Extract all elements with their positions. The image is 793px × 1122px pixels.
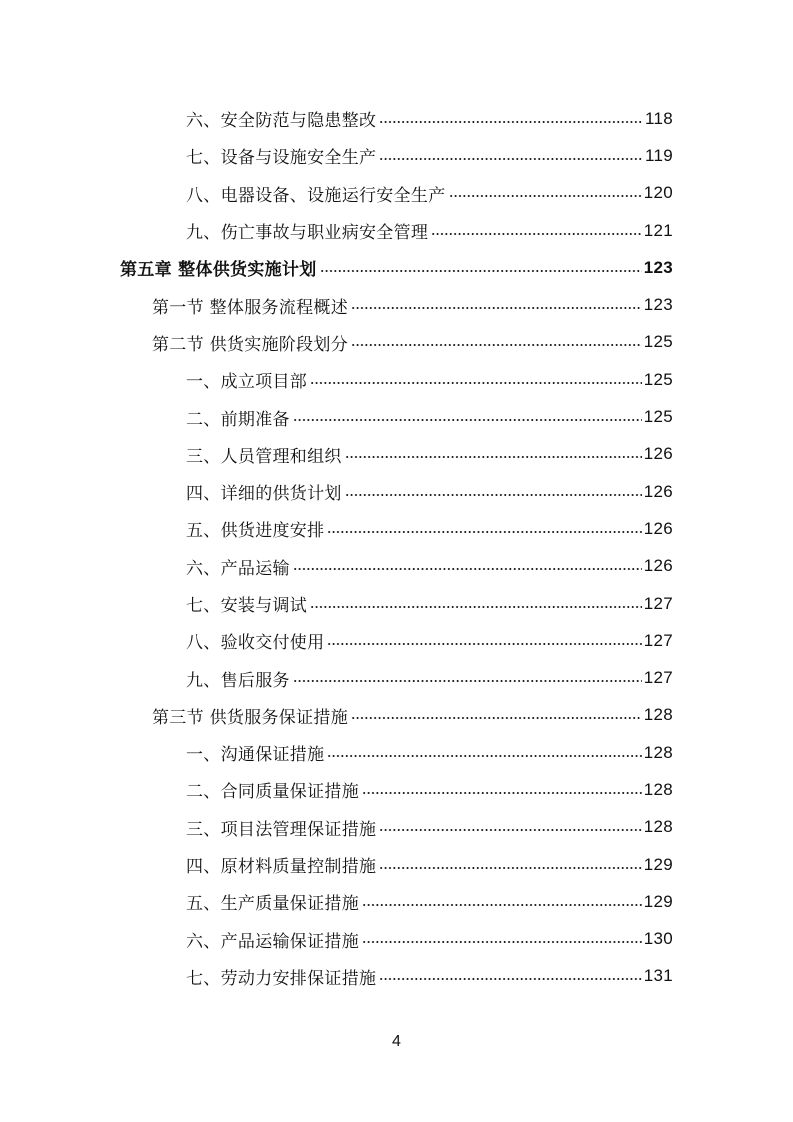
toc-leader-dots — [379, 860, 641, 876]
toc-entry-page: 129 — [643, 854, 673, 874]
toc-entry[interactable] — [0, 473, 673, 510]
toc-entry[interactable] — [0, 883, 673, 920]
toc-entry-label: 一、成立项目部 — [186, 372, 308, 393]
toc-leader-dots — [362, 897, 642, 913]
toc-entry-label: 七、安装与调试 — [186, 596, 308, 616]
toc-entry-page: 127 — [643, 630, 673, 650]
toc-entry-page: 120 — [643, 183, 673, 203]
table-of-contents — [0, 100, 793, 995]
toc-section-page: 125 — [643, 332, 673, 352]
toc-entry-label: 五、生产质量保证措施 — [186, 894, 359, 915]
toc-entry-page: 126 — [643, 556, 673, 576]
toc-entry-page: 129 — [643, 891, 673, 911]
toc-entry-label: 五、供货进度安排 — [186, 521, 325, 542]
toc-entry[interactable] — [0, 175, 673, 212]
toc-leader-dots — [345, 487, 642, 503]
toc-entry-label: 八、电器设备、设施运行安全生产 — [186, 185, 446, 206]
toc-entry-page: 131 — [643, 966, 673, 986]
toc-entry[interactable] — [0, 622, 673, 659]
toc-section-label: 第三节 供货服务保证措施 — [152, 707, 349, 728]
toc-entry-label: 九、售后服务 — [186, 670, 290, 691]
toc-entry[interactable] — [0, 510, 673, 547]
toc-entry[interactable] — [0, 137, 673, 174]
toc-entry-page: 130 — [643, 929, 673, 949]
toc-entry-page: 119 — [644, 145, 673, 165]
toc-entry[interactable] — [0, 846, 673, 883]
toc-entry-page: 128 — [643, 817, 673, 837]
toc-leader-dots — [431, 226, 642, 242]
toc-entry-label: 七、设备与设施安全生产 — [186, 148, 377, 169]
toc-entry-label: 二、合同质量保证措施 — [186, 782, 359, 803]
toc-entry-page: 126 — [643, 481, 673, 501]
toc-leader-dots — [379, 151, 643, 167]
toc-entry[interactable] — [0, 659, 673, 696]
toc-section-page: 128 — [643, 705, 673, 725]
toc-entry-label: 八、验收交付使用 — [186, 633, 325, 654]
toc-entry[interactable] — [0, 548, 673, 585]
toc-leader-dots — [351, 710, 642, 726]
toc-entry[interactable] — [0, 958, 673, 995]
toc-entry[interactable] — [0, 361, 673, 398]
toc-leader-dots — [327, 524, 641, 540]
toc-leader-dots — [449, 188, 642, 204]
toc-entry-page: 121 — [643, 220, 673, 240]
toc-section-page: 123 — [643, 295, 673, 315]
toc-leader-dots — [379, 822, 641, 838]
toc-entry-page: 125 — [643, 369, 673, 389]
toc-leader-dots — [362, 785, 642, 801]
toc-entry[interactable] — [0, 734, 673, 771]
toc-chapter-page: 123 — [643, 257, 673, 277]
toc-entry-label: 六、产品运输 — [186, 558, 290, 579]
toc-entry-page: 127 — [643, 668, 673, 688]
toc-leader-dots — [293, 673, 642, 689]
toc-leader-dots — [351, 337, 642, 353]
page-number: 4 — [392, 1033, 401, 1050]
toc-leader-dots — [362, 934, 642, 950]
toc-entry-page: 128 — [643, 779, 673, 799]
toc-leader-dots — [379, 971, 641, 987]
toc-entry-page: 126 — [643, 518, 673, 538]
toc-entry-page: 125 — [643, 407, 673, 427]
toc-leader-dots — [320, 263, 642, 279]
toc-entry-page: 127 — [643, 593, 673, 613]
toc-entry[interactable] — [0, 100, 673, 137]
toc-entry-label: 七、劳动力安排保证措施 — [186, 968, 377, 989]
toc-section-entry[interactable] — [0, 697, 673, 734]
toc-entry[interactable] — [0, 398, 673, 435]
toc-leader-dots — [327, 748, 641, 764]
toc-entry-label: 四、原材料质量控制措施 — [186, 857, 377, 878]
toc-entry[interactable] — [0, 585, 673, 622]
toc-entry[interactable] — [0, 921, 673, 958]
toc-entry-label: 二、前期准备 — [186, 409, 290, 430]
toc-entry-page: 128 — [643, 742, 673, 762]
toc-entry-page: 126 — [643, 444, 673, 464]
toc-leader-dots — [351, 300, 642, 316]
toc-section-entry[interactable] — [0, 324, 673, 361]
toc-leader-dots — [293, 412, 642, 428]
toc-section-label: 第二节 供货实施阶段划分 — [152, 334, 349, 355]
toc-leader-dots — [327, 636, 641, 652]
toc-section-entry[interactable] — [0, 286, 673, 323]
toc-entry-page: 118 — [644, 108, 673, 128]
toc-leader-dots — [310, 599, 642, 615]
toc-leader-dots — [345, 449, 642, 465]
toc-entry[interactable] — [0, 212, 673, 249]
toc-entry-label: 九、伤亡事故与职业病安全管理 — [186, 223, 429, 244]
toc-entry[interactable] — [0, 436, 673, 473]
toc-leader-dots — [293, 561, 642, 577]
toc-entry-label: 三、项目法管理保证措施 — [186, 819, 377, 840]
toc-entry[interactable] — [0, 809, 673, 846]
toc-entry-label: 四、详细的供货计划 — [186, 484, 342, 505]
toc-entry-label: 三、人员管理和组织 — [186, 446, 342, 467]
toc-section-label: 第一节 整体服务流程概述 — [152, 297, 349, 318]
toc-chapter-label: 第五章 整体供货实施计划 — [120, 260, 317, 281]
toc-leader-dots — [310, 375, 642, 391]
toc-leader-dots — [379, 114, 643, 130]
toc-entry-label: 六、产品运输保证措施 — [186, 931, 359, 952]
toc-entry-label: 六、安全防范与隐患整改 — [186, 111, 377, 132]
toc-chapter-entry[interactable] — [0, 249, 673, 286]
toc-entry-label: 一、沟通保证措施 — [186, 745, 325, 766]
toc-entry[interactable] — [0, 771, 673, 808]
